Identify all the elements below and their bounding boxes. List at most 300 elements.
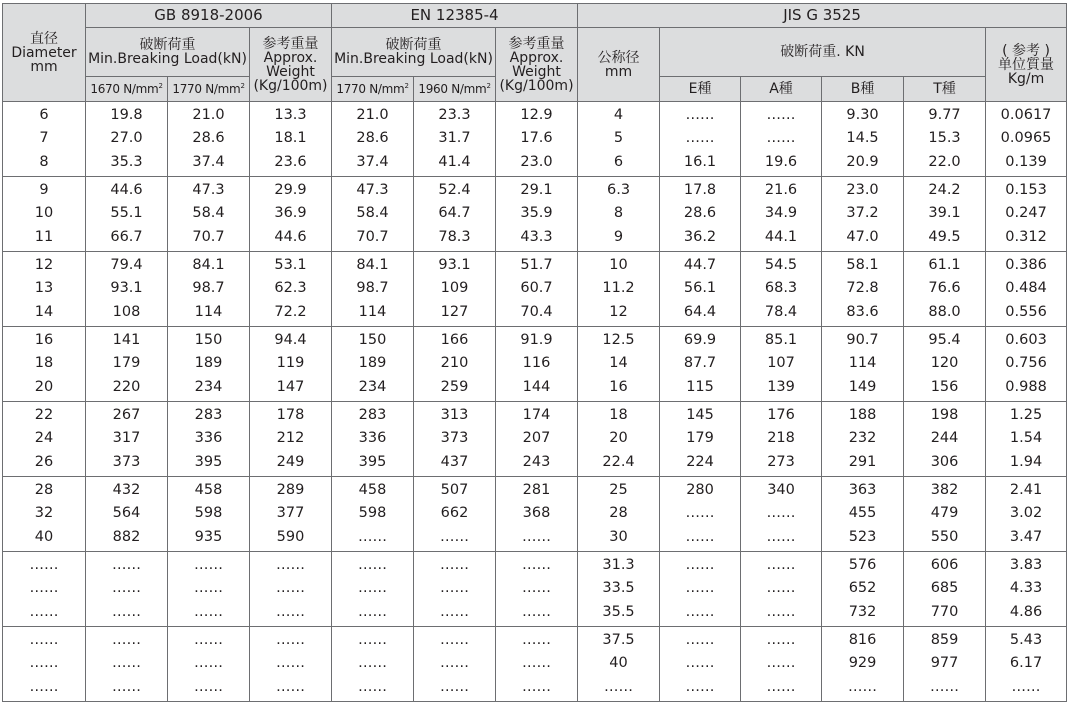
jis-e-load-value: 36.2 [683,228,717,245]
diameter-cell [3,252,86,327]
diameter-value: 16 [34,332,54,349]
jis-e-load-value: 224 [686,453,714,470]
jis-t-load-value: 198 [930,407,959,424]
jis-unit-mass-cell [986,402,1067,477]
jis-a-load-cell [741,252,822,327]
gb-weight-value: …… [276,557,305,574]
en-weight-value: 43.3 [520,228,553,245]
gb-weight-header [250,28,332,102]
gb-1770-load-value: 98.7 [192,280,225,297]
diameter-value: …… [29,678,59,695]
en-1960-load-value: 93.1 [438,257,471,274]
jis-e-load-cell [660,102,741,177]
gb-1670-load-value: 35.3 [110,153,143,170]
en-weight-header [496,28,578,102]
gb-weight-value: …… [276,603,305,620]
jis-nominal-diameter-cell [578,402,660,477]
diameter-value: 6 [39,107,49,124]
header-line: mm [604,63,633,80]
en-1960-load-value: 166 [440,332,469,349]
en-weight-value: …… [522,632,552,649]
header-line: 参考重量 [508,35,565,52]
en-1960-load-value: 109 [440,280,469,297]
gb-1670-load-cell [86,102,168,177]
en-1770-load-cell [332,252,414,327]
jis-t-load-value: 88.0 [928,303,961,320]
jis-unit-mass-cell [986,102,1067,177]
gb-1670-load-cell [86,252,168,327]
gb-1670-load-value: 882 [112,528,141,545]
jis-a-load-value: 19.6 [764,153,798,170]
gb-weight-value: 53.1 [274,257,307,274]
en-1770-load-value: 98.7 [356,280,389,297]
jis-e-load-value: 64.4 [683,303,717,320]
jis-b-load-value: 47.0 [846,228,879,245]
jis-e-load-value: 280 [686,482,714,499]
jis-a-load-value: …… [766,580,796,597]
en-weight-cell [496,252,578,327]
gb-weight-value: …… [276,580,305,597]
en-1770-load-value: 70.7 [356,228,389,245]
en-1770-load-value: …… [358,678,387,695]
en-1770-load-value: 150 [358,332,387,349]
jis-nominal-diameter-value: …… [604,678,634,695]
gb-weight-value: 377 [276,505,305,522]
diameter-value: 28 [34,482,54,499]
header-line: (Kg/100m) [253,77,328,94]
gb-1670-load-cell [86,477,168,552]
en-1770-load-value: …… [358,580,387,597]
en-weight-cell [496,627,578,702]
jis-a-load-value: …… [766,130,796,147]
header-line: Min.Breaking Load(kN) [88,51,247,67]
jis-t-load-value: 156 [930,378,959,395]
jis-b-load-value: 72.8 [846,280,879,297]
en-1770-load-value: …… [358,655,387,672]
jis-b-load-value: 23.0 [846,182,879,199]
jis-a-load-cell [741,477,822,552]
jis-unit-mass-value: 6.17 [1009,655,1043,672]
jis-t-load-value: 15.3 [928,130,961,147]
en-1960-load-value: …… [440,632,469,649]
gb-weight-value: 590 [276,528,305,545]
en-1770-load-cell [332,402,414,477]
gb-1670-load-value: …… [112,557,141,574]
jis-e-load-value: …… [685,678,715,695]
header-line: Approx. [509,49,564,66]
en-1960-load-cell [414,102,496,177]
jis-b-load-cell [822,552,904,627]
jis-b-load-value: 523 [848,528,877,545]
jis-unit-mass-value: 0.386 [1005,257,1047,274]
spec-table-container [2,3,1067,702]
jis-e-load-value: …… [685,655,715,672]
gb-weight-cell [250,177,332,252]
en-1770-load-cell [332,552,414,627]
jis-a-load-value: 107 [767,355,795,372]
en-1770-load-value: 283 [358,407,387,424]
jis-b-load-value: 188 [848,407,877,424]
jis-unit-mass-value: 0.484 [1005,280,1047,297]
gb-1670-load-value: 317 [112,430,141,447]
jis-nominal-diameter-value: 37.5 [602,632,635,649]
gb-1770-load-value: 28.6 [192,130,225,147]
jis-e-load-value: …… [685,505,715,522]
jis-unit-mass-value: 0.247 [1005,205,1047,222]
gb-1670-load-value: …… [112,603,141,620]
gb-weight-value: …… [276,678,305,695]
gb-weight-cell [250,252,332,327]
jis-a-load-value: …… [766,528,796,545]
jis-e-load-value: 44.7 [683,257,717,274]
gb-1770-load-value: 935 [194,528,223,545]
jis-nominal-diameter-value: 4 [613,107,624,124]
en-breaking-load-header [332,28,496,77]
en-standard-header: EN 12385-4 [332,4,578,28]
gb-weight-cell [250,627,332,702]
jis-b-load-value: 114 [848,355,877,372]
en-weight-value: 368 [522,505,551,522]
jis-b-load-value: 652 [848,580,877,597]
en-weight-value: 91.9 [520,332,553,349]
en-1960-load-value: …… [440,678,469,695]
jis-a-load-value: 340 [767,482,795,499]
jis-t-load-value: 244 [930,430,959,447]
diameter-cell [3,552,86,627]
gb-weight-value: 212 [276,430,305,447]
en-1960-load-value: 127 [440,303,469,320]
en-weight-value: …… [522,528,552,545]
jis-nominal-diameter-value: 16 [609,378,628,395]
jis-t-load-value: 550 [930,528,959,545]
diameter-value: 18 [34,355,54,372]
diameter-header-line: 直径 [30,30,58,47]
gb-1770-load-cell [168,627,250,702]
grade-label: 1770 N/mm [172,81,241,96]
gb-breaking-load-header [86,28,250,77]
gb-1770-load-cell [168,477,250,552]
jis-nominal-diameter-value: 35.5 [602,603,635,620]
superscript: 2 [158,81,163,90]
jis-t-load-value: 770 [930,603,959,620]
diameter-header-line: Diameter [11,44,77,61]
header-line: Weight [266,63,315,80]
gb-1770-load-value: 598 [194,505,223,522]
jis-unit-mass-value: …… [1011,678,1041,695]
jis-b-load-value: 232 [848,430,877,447]
en-1960-load-cell [414,477,496,552]
jis-a-load-value: …… [766,678,796,695]
jis-b-load-value: 576 [848,557,877,574]
gb-1770-load-value: 458 [194,482,223,499]
gb-weight-cell [250,102,332,177]
jis-e-load-value: 87.7 [683,355,717,372]
gb-1770-load-value: 58.4 [192,205,225,222]
jis-t-load-cell [904,327,986,402]
en-weight-value: 281 [522,482,551,499]
jis-nominal-diameter-value: 9 [613,228,624,245]
jis-nominal-diameter-cell [578,552,660,627]
gb-1770-load-value: 114 [194,303,223,320]
en-1770-load-value: 395 [358,453,387,470]
diameter-header-line: mm [30,58,58,75]
jis-a-load-value: …… [766,603,796,620]
en-1960-load-value: 41.4 [438,153,471,170]
header-line: 破断荷重 [139,37,196,53]
table-row-group [3,252,1067,327]
jis-a-load-cell [741,177,822,252]
gb-weight-cell [250,402,332,477]
jis-b-load-value: 732 [848,603,877,620]
gb-1770-load-value: 84.1 [192,257,225,274]
jis-a-load-value: 139 [767,378,795,395]
table-row-group [3,327,1067,402]
gb-1670-load-cell [86,402,168,477]
diameter-cell [3,177,86,252]
en-weight-value: …… [522,580,552,597]
gb-weight-value: 62.3 [274,280,307,297]
jis-a-load-value: 44.1 [764,228,798,245]
jis-e-load-cell [660,177,741,252]
en-1770-load-value: 336 [358,430,387,447]
jis-nominal-diameter-value: 18 [609,407,628,424]
jis-e-load-cell [660,402,741,477]
header-line: 公称径 [597,49,640,66]
jis-nominal-diameter-value: 40 [609,655,628,672]
en-1770-load-value: 114 [358,303,387,320]
gb-weight-value: …… [276,632,305,649]
gb-1670-load-cell [86,327,168,402]
gb-1670-load-value: 220 [112,378,141,395]
en-weight-value: 12.9 [520,107,553,124]
en-weight-value: 144 [522,378,551,395]
jis-class-b-header: B種 [822,77,904,102]
gb-weight-value: …… [276,655,305,672]
en-grade-1960-header [414,77,496,102]
jis-a-load-value: 273 [767,453,795,470]
en-1770-load-cell [332,477,414,552]
jis-unit-mass-cell [986,477,1067,552]
diameter-value: 14 [34,303,54,320]
gb-1770-load-value: 150 [194,332,223,349]
jis-nominal-diameter-cell [578,102,660,177]
jis-unit-mass-value: 3.47 [1009,528,1043,545]
table-header [3,4,1067,102]
jis-t-load-cell [904,402,986,477]
jis-t-load-cell [904,252,986,327]
en-1770-load-value: 598 [358,505,387,522]
header-line: Weight [512,63,561,80]
grade-label: 1670 N/mm [90,81,159,96]
jis-b-load-value: 816 [848,632,877,649]
en-1770-load-value: 37.4 [356,153,389,170]
gb-weight-cell [250,552,332,627]
en-weight-value: 116 [522,355,551,372]
diameter-cell [3,102,86,177]
diameter-value: 26 [34,453,54,470]
jis-nominal-diameter-cell [578,177,660,252]
gb-grade-1770-header [168,77,250,102]
en-weight-cell [496,552,578,627]
jis-nominal-diameter-cell [578,477,660,552]
diameter-header [3,4,86,102]
gb-weight-value: 289 [276,482,305,499]
jis-unit-mass-value: 2.41 [1009,482,1043,499]
en-1770-load-value: 58.4 [356,205,389,222]
header-line: 单位質量 [998,56,1055,73]
jis-t-load-value: 95.4 [928,332,961,349]
gb-1670-load-value: 27.0 [110,130,143,147]
table-row-group [3,102,1067,177]
diameter-value: 24 [34,430,54,447]
en-1770-load-value: 234 [358,378,387,395]
jis-a-load-cell [741,402,822,477]
gb-weight-value: 36.9 [274,205,307,222]
header-line: Min.Breaking Load(kN) [334,51,493,67]
table-row-group [3,477,1067,552]
en-weight-cell [496,402,578,477]
diameter-value: 9 [39,182,49,199]
gb-1670-load-value: …… [112,632,141,649]
gb-1670-load-value: 267 [112,407,141,424]
diameter-value: 40 [34,528,54,545]
jis-nominal-diameter-value: 14 [609,355,628,372]
en-weight-cell [496,327,578,402]
en-weight-value: 29.1 [520,182,553,199]
jis-t-load-cell [904,627,986,702]
jis-b-load-cell [822,327,904,402]
jis-nominal-diameter-value: 6 [613,153,624,170]
jis-e-load-cell [660,552,741,627]
table-body [3,102,1067,702]
gb-1770-load-value: …… [194,632,223,649]
en-1770-load-value: …… [358,632,387,649]
jis-b-load-value: 90.7 [846,332,879,349]
gb-1670-load-value: 66.7 [110,228,143,245]
diameter-value: 7 [39,130,49,147]
table-row-group [3,402,1067,477]
gb-grade-1670-header [86,77,168,102]
jis-b-load-cell [822,627,904,702]
gb-weight-value: 147 [276,378,305,395]
en-1770-load-cell [332,177,414,252]
jis-e-load-value: …… [685,107,715,124]
en-1770-load-value: 458 [358,482,387,499]
gb-1670-load-value: 55.1 [110,205,143,222]
jis-a-load-value: …… [766,655,796,672]
diameter-cell [3,477,86,552]
jis-e-load-value: …… [685,130,715,147]
jis-unit-mass-value: 3.83 [1009,557,1043,574]
gb-1670-load-value: 108 [112,303,141,320]
jis-nominal-diameter-value: 12.5 [602,332,635,349]
jis-unit-mass-value: 0.139 [1005,153,1047,170]
jis-a-load-value: 54.5 [764,257,798,274]
jis-t-load-cell [904,102,986,177]
jis-unit-mass-value: 1.54 [1009,430,1043,447]
jis-e-load-cell [660,627,741,702]
en-weight-value: …… [522,557,552,574]
en-weight-value: …… [522,655,552,672]
diameter-value: 8 [39,153,49,170]
jis-unit-mass-value: 0.603 [1005,332,1047,349]
jis-t-load-value: 479 [930,505,959,522]
jis-a-load-value: …… [766,505,796,522]
en-1960-load-value: 31.7 [438,130,471,147]
en-1960-load-value: …… [440,557,469,574]
gb-1770-load-value: 70.7 [192,228,225,245]
gb-1770-load-value: 234 [194,378,223,395]
gb-1670-load-cell [86,627,168,702]
en-1960-load-cell [414,177,496,252]
gb-1670-load-value: 19.8 [110,107,143,124]
en-1960-load-cell [414,627,496,702]
gb-weight-value: 249 [276,453,305,470]
jis-b-load-value: 363 [848,482,877,499]
jis-unit-mass-value: 0.988 [1005,378,1047,395]
gb-1670-load-value: 179 [112,355,141,372]
jis-b-load-cell [822,402,904,477]
superscript: 2 [486,81,491,90]
en-weight-value: …… [522,603,552,620]
jis-unit-mass-cell [986,177,1067,252]
jis-t-load-value: 977 [930,655,959,672]
superscript: 2 [404,81,409,90]
jis-a-load-cell [741,102,822,177]
jis-nominal-diameter-value: 30 [609,528,628,545]
jis-a-load-value: …… [766,632,796,649]
gb-1770-load-value: 395 [194,453,223,470]
en-weight-value: 60.7 [520,280,553,297]
header-line: Kg/m [1007,70,1045,87]
gb-1770-load-value: …… [194,655,223,672]
gb-1770-load-value: 189 [194,355,223,372]
jis-nominal-diameter-value: 20 [609,430,628,447]
jis-b-load-cell [822,477,904,552]
gb-1770-load-cell [168,552,250,627]
diameter-value: 20 [34,378,54,395]
jis-b-load-value: 83.6 [846,303,879,320]
jis-t-load-value: 382 [930,482,959,499]
gb-weight-value: 178 [276,407,305,424]
en-1960-load-value: 23.3 [438,107,471,124]
diameter-value: …… [29,603,59,620]
jis-unit-mass-cell [986,627,1067,702]
grade-label: 1770 N/mm [336,81,405,96]
en-1960-load-value: 210 [440,355,469,372]
jis-class-t-header: T種 [904,77,986,102]
jis-b-load-cell [822,102,904,177]
en-1770-load-value: 21.0 [356,107,389,124]
diameter-cell [3,327,86,402]
en-1960-load-value: 78.3 [438,228,471,245]
gb-weight-value: 72.2 [274,303,307,320]
en-1770-load-value: …… [358,528,387,545]
jis-t-load-value: 306 [930,453,959,470]
jis-t-load-value: 859 [930,632,959,649]
jis-nominal-diameter-value: 5 [613,130,624,147]
en-1960-load-value: 64.7 [438,205,471,222]
jis-a-load-value: 34.9 [764,205,798,222]
gb-weight-value: 94.4 [274,332,307,349]
jis-t-load-cell [904,177,986,252]
jis-unit-mass-value: 0.312 [1005,228,1047,245]
jis-b-load-value: 20.9 [846,153,879,170]
jis-e-load-value: 56.1 [683,280,717,297]
jis-b-load-value: 37.2 [846,205,879,222]
gb-1770-load-cell [168,102,250,177]
jis-a-load-value: 85.1 [764,332,798,349]
